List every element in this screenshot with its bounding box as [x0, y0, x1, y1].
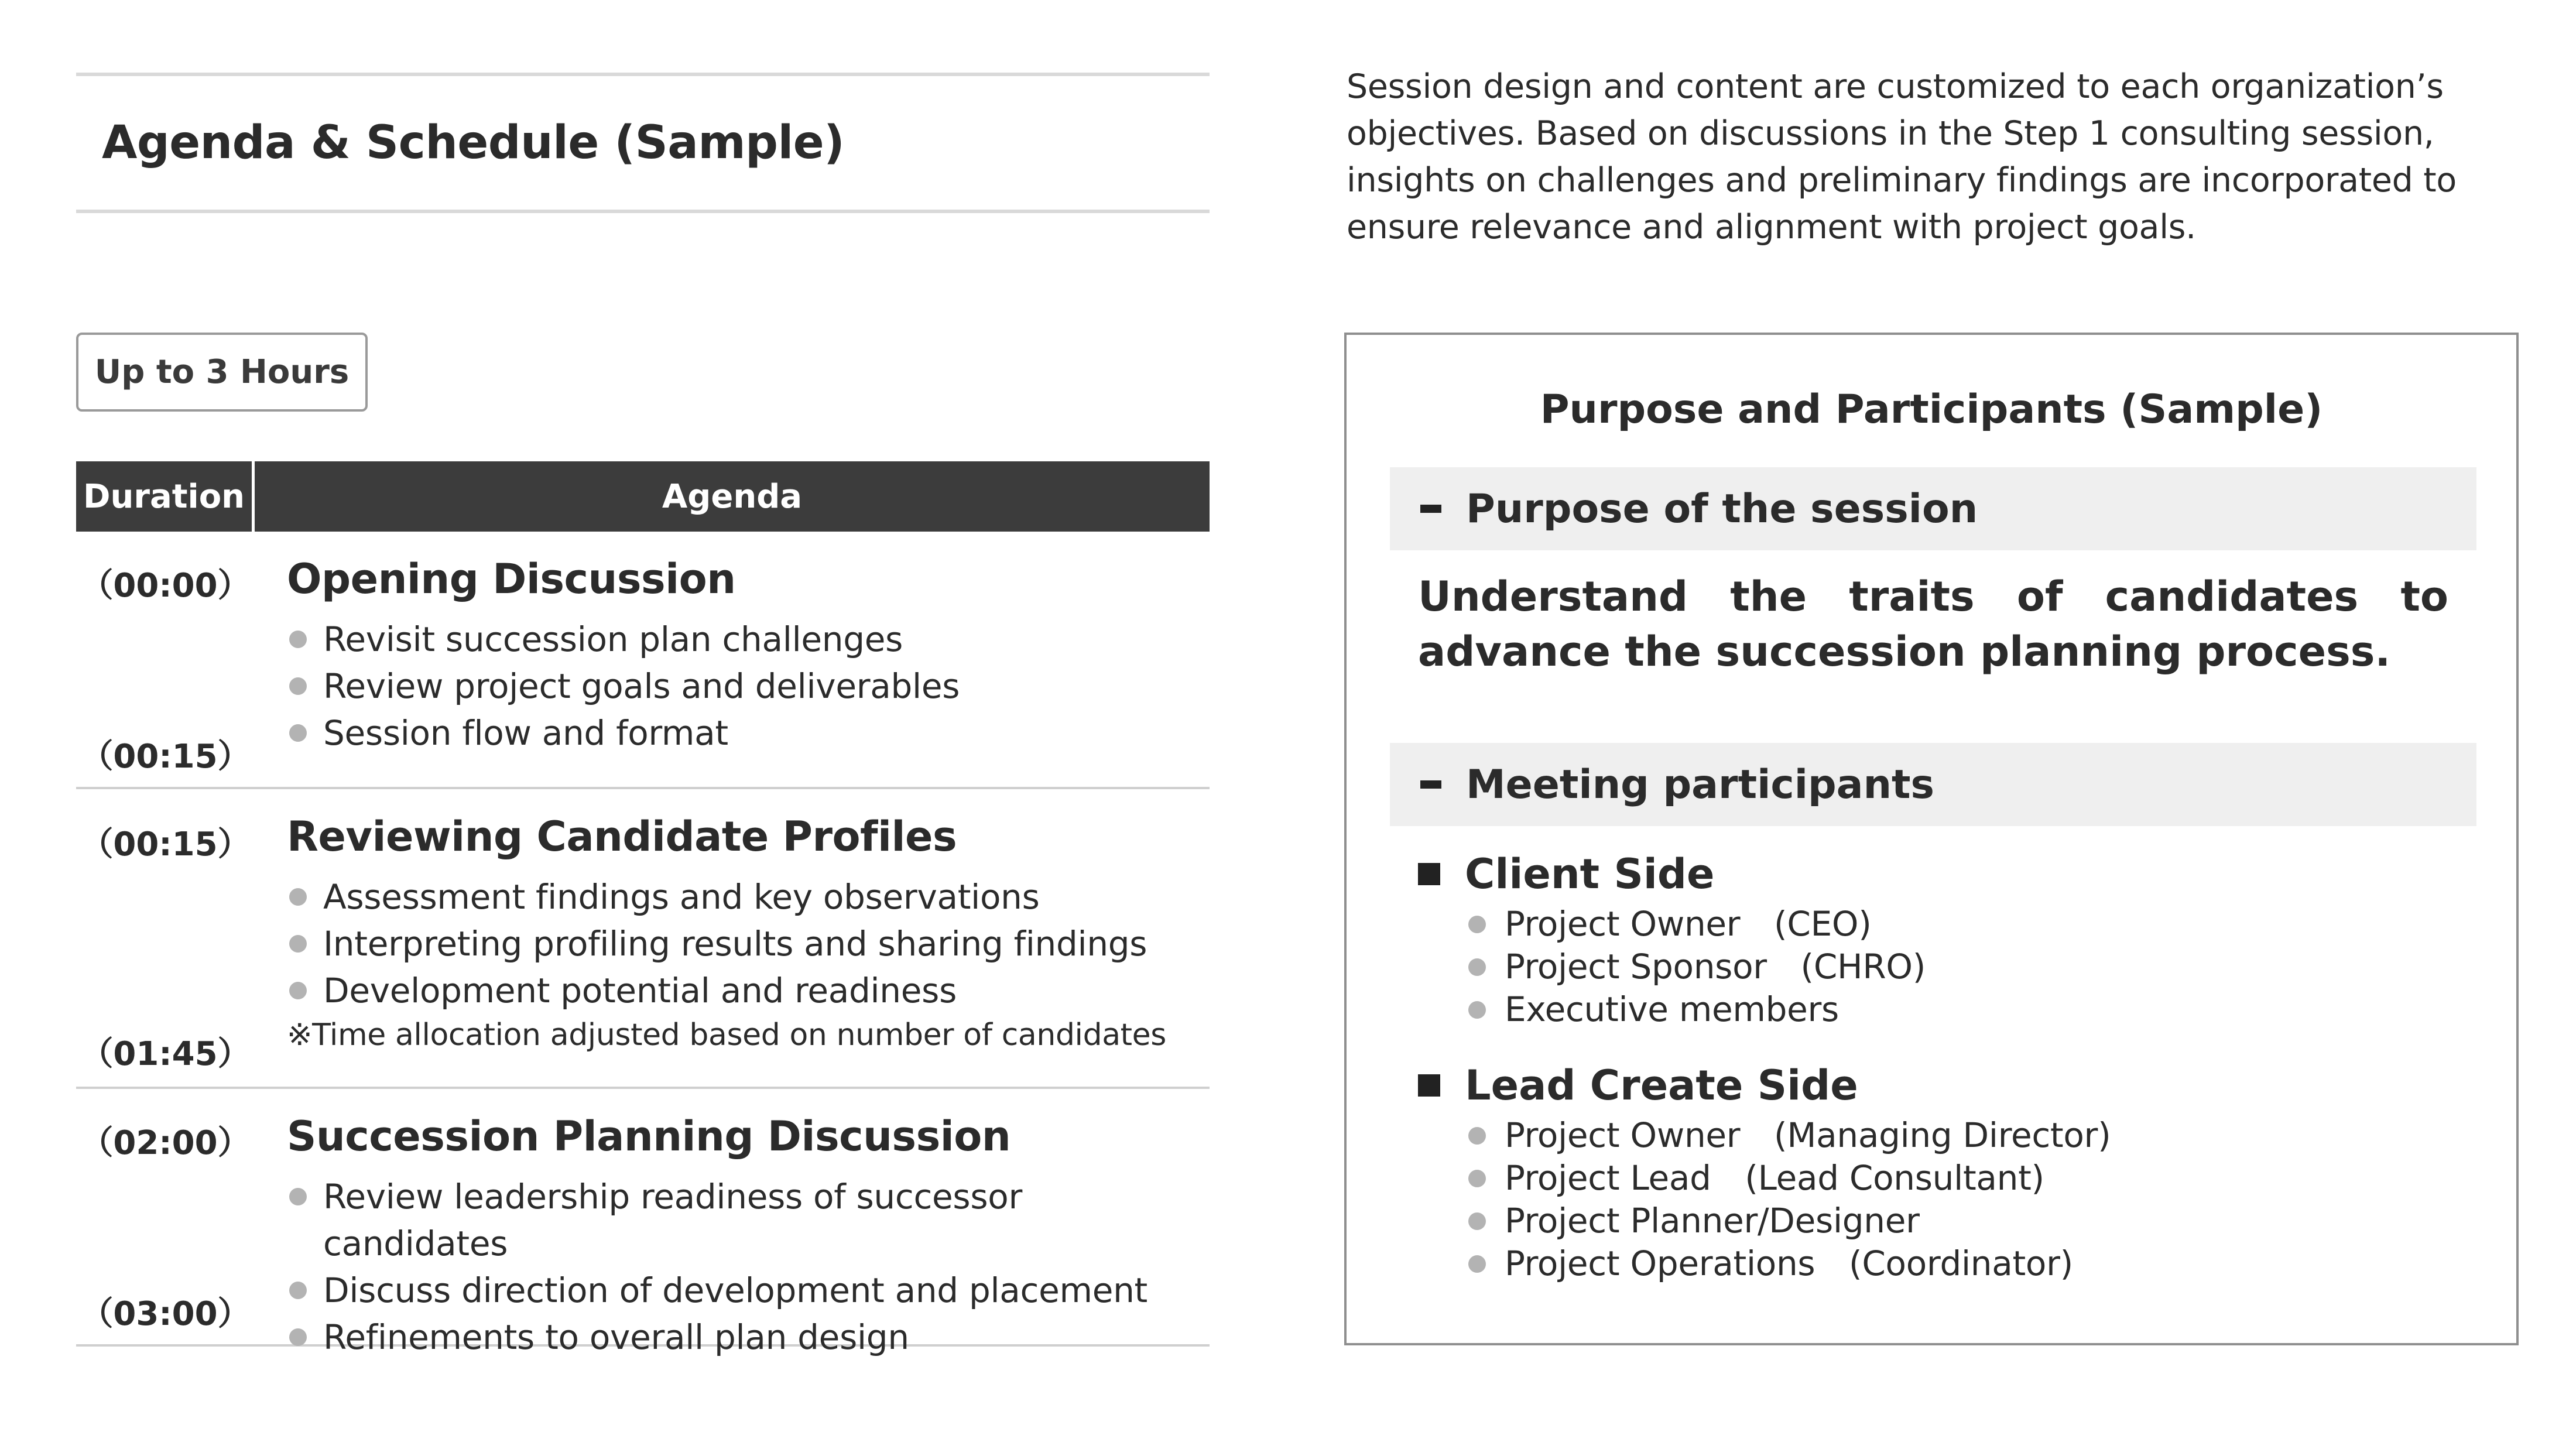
group-title: Lead Create Side: [1465, 1061, 1858, 1109]
bullet-icon: [1468, 1170, 1486, 1187]
bullet-icon: [289, 1328, 307, 1346]
list-item: Discuss direction of development and placement: [287, 1267, 1210, 1314]
table-row: [76, 1089, 1210, 1357]
header-agenda: Agenda: [662, 477, 803, 516]
square-bullet-icon: [1418, 863, 1440, 885]
list-item: Review project goals and deliverables: [287, 663, 1210, 710]
table-header: [76, 461, 1210, 532]
list-item: Revisit succession plan challenges: [287, 616, 1210, 663]
end-time: （03:00）: [80, 1295, 251, 1333]
title-block: [76, 73, 1210, 213]
bullet-icon: [1468, 1127, 1486, 1145]
dash-icon: [1420, 505, 1441, 513]
list-item: Executive members: [1468, 988, 2448, 1031]
duration-badge: Up to 3 Hours: [76, 333, 368, 412]
bullet-icon: [289, 1282, 307, 1299]
list-item: Project Lead (Lead Consultant): [1468, 1157, 2448, 1200]
page-title: Agenda & Schedule (Sample): [102, 117, 845, 169]
start-time: （02:00）: [80, 1124, 251, 1162]
list-item: Project Sponsor (CHRO): [1468, 946, 2448, 988]
dash-icon: [1420, 780, 1441, 789]
bullet-icon: [289, 935, 307, 953]
list-item: Review leadership readiness of successor candidates: [287, 1173, 1210, 1267]
bullet-icon: [289, 888, 307, 906]
list-item: Project Planner/Designer: [1468, 1200, 2448, 1242]
start-time: （00:15）: [80, 825, 251, 864]
purpose-label: Purpose of the session: [1466, 485, 1978, 532]
bullet-icon: [1468, 1255, 1486, 1273]
participants-label: Meeting participants: [1466, 761, 1934, 808]
end-time: （01:45）: [80, 1035, 251, 1073]
list-item: Project Owner (CEO): [1468, 903, 2448, 946]
bullet-icon: [289, 631, 307, 648]
bullet-icon: [1468, 916, 1486, 933]
row-heading: Succession Planning Discussion: [287, 1112, 1011, 1160]
list-item: Project Owner (Managing Director): [1468, 1114, 2448, 1157]
list-item: Interpreting profiling results and sharing findings: [287, 920, 1210, 967]
bullet-icon: [1468, 1212, 1486, 1230]
purpose-text: Understand the traits of candidates to advance the succession planning process.: [1418, 573, 2448, 676]
header-duration: Duration: [76, 461, 255, 532]
purpose-section-header: [1390, 467, 2476, 550]
list-item: Project Operations (Coordinator): [1468, 1242, 2448, 1285]
bullet-icon: [289, 982, 307, 999]
bullet-icon: [1468, 958, 1486, 976]
table-row: [76, 532, 1210, 789]
row-heading: Reviewing Candidate Profiles: [287, 813, 957, 861]
square-bullet-icon: [1418, 1074, 1440, 1097]
bullet-icon: [289, 677, 307, 695]
agenda-table: [76, 461, 1210, 1357]
list-item: Development potential and readiness: [287, 967, 1210, 1014]
row-heading: Opening Discussion: [287, 555, 736, 603]
end-time: （00:15）: [80, 738, 251, 776]
list-item: Session flow and format: [287, 710, 1210, 756]
start-time: （00:00）: [80, 567, 251, 605]
bullet-icon: [289, 724, 307, 742]
bullet-icon: [1468, 1001, 1486, 1019]
participant-group-lead-create: [1418, 1059, 2448, 1285]
panel-title: Purpose and Participants (Sample): [1540, 386, 2323, 433]
time-note: ※Time allocation adjusted based on number of candidates: [287, 1018, 1166, 1053]
list-item: Assessment findings and key observations: [287, 873, 1210, 920]
group-title: Client Side: [1465, 850, 1715, 898]
intro-paragraph: Session design and content are customized to each organization’s objectives. Based on discussions in the Step 1 consulting session, insights on challenges and preliminary findings are incorporated to ensure relevance and alignment with project goals.: [1347, 67, 2457, 246]
bullet-icon: [289, 1188, 307, 1205]
participants-section-header: [1390, 743, 2476, 826]
list-item: Refinements to overall plan design: [287, 1314, 1210, 1361]
participant-group-client: [1418, 848, 2448, 1031]
table-row: [76, 789, 1210, 1089]
purpose-participants-panel: [1344, 333, 2519, 1345]
